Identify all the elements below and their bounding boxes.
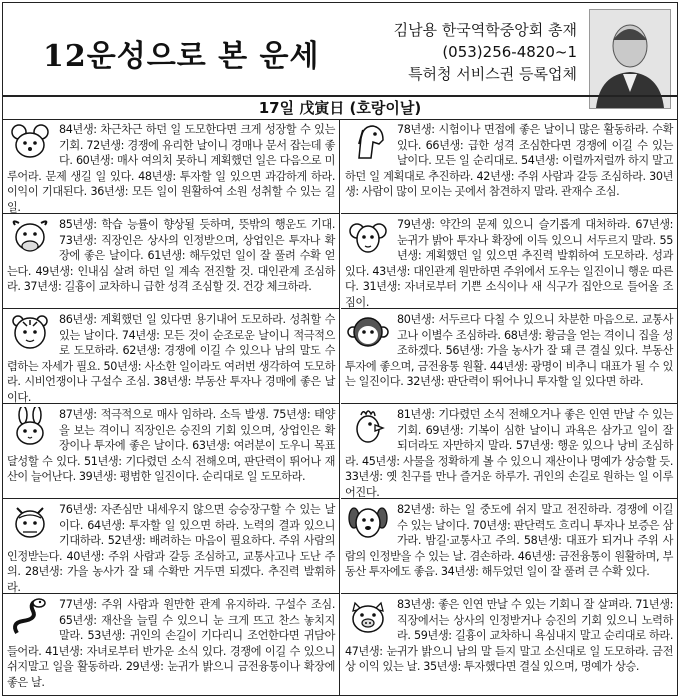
dragon-icon [7,502,53,542]
fortune-page [2,2,678,696]
rat-icon [7,122,53,162]
zodiac-cell-ox [3,214,339,309]
zodiac-cell-dog [341,499,677,594]
fortune-text: 85년생: 학습 능률이 향상될 듯하며, 뜻밖의 행운도 기대. 73년생: 직장인은 상사의 인정받으며, 상업인은 투자나 확장에 좋은 날이다. 61년생: 해두었던 일이 잘 풀려 수확 얻는다. 49년생: 인내심 살려 하던 일 계속 전진할 것. 대인관계 조심하라. 37년생: 길흉이 교차하니 급한 성격 조심할 것. 건강 체크하라. [7,218,335,294]
zodiac-cell-dragon [3,499,339,594]
zodiac-cell-rooster [341,404,677,499]
fortune-text: 80년생: 서두르다 다칠 수 있으니 차분한 마음으로. 교통사고나 이별수 조심하라. 68년생: 황금을 얻는 격이니 집을 성조하겠다. 56년생: 가을 농사가 잘 돼 큰 결실 있다. 부동산 투자에 좋으며, 금전융통 원활. 44년생: 광명이 비추니 대표가 될 수 있는 일진이다. 32년생: 판단력이 뛰어나니 투자할 일 있다면 하라. [345,313,673,389]
author-business: 특허청 서비스권 등록업체 [408,65,577,83]
dog-icon [345,502,391,542]
left-column [3,119,340,695]
header [3,3,677,91]
zodiac-cell-tiger [3,309,339,404]
fortune-text: 87년생: 적극적으로 매사 임하라. 소득 발생. 75년생: 태양을 보는 격이니 직장인은 승진의 기회 있으며, 상업인은 확장이나 투자에 좋은 날이다. 63년생: 여러분이 도우니 목표 달성할 수 있다. 51년생: 기다렸던 소식 전해오며, 판단력이 뛰어나 재산이 늘어난다. 39년생: 평범한 일진이다. 순리대로 일 도모하라. [7,408,335,484]
monkey-icon [345,312,391,352]
author-phone: (053)256-4820~1 [442,43,577,61]
snake-icon [7,597,53,637]
pig-icon [345,597,391,637]
author-photo [589,9,671,109]
fortune-text: 76년생: 자존심만 내세우지 않으면 승승장구할 수 있는 날이다. 64년생: 투자할 일 있으면 하라. 노력의 결과 있으니 기대하라. 52년생: 배려하는 마음이 필요하다. 주위 사람의 인정받는다. 40년생: 주위 사람과 갈등 조심하고, 교통사고나 도난 주의. 28년생: 가을 농사가 잘 돼 수확만 거두면 되겠다. 추진력 발휘하라. [7,503,335,594]
zodiac-cell-monkey [341,309,677,404]
fortune-text: 81년생: 기다렸던 소식 전해오거나 좋은 인연 만날 수 있는 기회. 69년생: 기복이 심한 날이니 과욕은 삼가고 일이 잘 되더라도 자만하지 말라. 57년생: 행운 있으나 낭비 조심하라. 45년생: 사물을 정확하게 볼 수 있으니 재산이나 명예가 상승할 듯. 33년생: 옛 친구를 만나 즐거운 하루가. 귀인의 손길로 원하는 일 이루어진다. [345,408,673,499]
fortune-text: 86년생: 계획했던 일 있다면 용기내어 도모하라. 성취할 수 있는 날이다. 74년생: 모든 것이 순조로운 날이니 적극적으로 도모하라. 62년생: 경쟁에 이길 수 있으나 남의 말도 수렴하는 자세가 필요. 50년생: 사소한 일이라도 여러번 생각하여 도모하라. 시비언쟁이나 구설수 조심. 38년생: 부동산 투자나 경매에 좋은 날이다. [7,313,335,404]
rabbit-icon [7,407,53,447]
zodiac-cell-pig [341,594,677,695]
author-name: 김남용 한국역학중앙회 총재 [393,21,577,39]
sheep-icon [345,217,391,257]
zodiac-cell-horse [341,119,677,214]
horse-icon [345,122,391,162]
author-info [394,19,577,85]
zodiac-cell-rabbit [3,404,339,499]
day-heading: 17일 戊寅日 (호랑이날) [3,95,677,120]
ox-icon [7,217,53,257]
zodiac-cell-sheep [341,214,677,309]
tiger-icon [7,312,53,352]
rooster-icon [345,407,391,447]
zodiac-cell-rat [3,119,339,214]
fortune-text: 77년생: 주위 사람과 원만한 관계 유지하라. 구설수 조심. 65년생: 재산을 늘릴 수 있으니 눈 크게 뜨고 찬스 놓치지 말라. 53년생: 귀인의 손길이 기다리니 조언한다면 귀담아 들어라. 41년생: 자녀로부터 반가운 소식 있다. 경쟁에 이길 수 있으니 쉬지말고 일을 활동하라. 29년생: 눈귀가 밝으니 금전융통이나 확장에 좋은 날. [7,598,335,689]
right-column [341,119,677,695]
page-title: 12운성으로 본 운세 [43,39,320,74]
fortune-text: 82년생: 하는 일 중도에 쉬지 말고 전진하라. 경쟁에 이길 수 있는 날이다. 70년생: 판단력도 흐리니 투자나 보증은 삼가라. 밤길·교통사고 주의. 58년생: 대표가 되거나 주위 사람의 인정받을 수 있는 날. 겸손하라. 46년생: 금전융통이 원활하며, 부동산 투자에도 좋음. 34년생: 해두었던 일이 잘 풀려 큰 수확 있다. [345,503,673,579]
fortune-text: 78년생: 시험이나 면접에 좋은 날이니 많은 활동하라. 수확 있다. 66년생: 급한 성격 조심한다면 경쟁에 이길 수 있는 날이다. 모든 일 순리대로. 54년생: 이럴까저럴까 하지 말고 하던 일 계획대로 추진하라. 42년생: 주위 사람과 갈등 조심하라. 30년생: 사람이 많이 모이는 곳에서 참견하지 말라. 관재수 조심. [345,123,673,199]
fortune-text: 84년생: 차근차근 하던 일 도모한다면 크게 성장할 수 있는 기회. 72년생: 경쟁에 유리한 날이니 경매나 문서 잡는데 좋다. 60년생: 매사 여의치 못하니 계획했던 일은 다음으로 미루어라. 문제 생길 일 있다. 48년생: 투자할 일 있으면 과감하게 하라. 이익이 기대된다. 36년생: 모든 일이 원활하여 소원 성취할 수 있는 길일. [7,123,335,214]
zodiac-grid [3,119,677,695]
fortune-text: 79년생: 약간의 문제 있으니 슬기롭게 대처하라. 67년생: 눈귀가 밝아 투자나 확장에 이득 있으니 서두르지 말라. 55년생: 계획했던 일 있으면 추진력 발휘하여 도모하라. 성과 있다. 43년생: 대인관계 원만하면 주위에서 도우는 일진이니 행운 따른다. 31년생: 자녀로부터 기쁜 소식이나 새 식구가 집안으로 들어올 조짐이. [345,218,673,309]
fortune-text: 83년생: 좋은 인연 만날 수 있는 기회니 잘 살펴라. 71년생: 직장에서는 상사의 인정받거나 승진의 기회 있으니 노력하라. 59년생: 길흉이 교차하니 욕심내지 말고 순리대로 하라. 47년생: 눈귀가 밝으니 남의 말 듣지 말고 소신대로 일 도모하라. 금전상 이익 있는 날. 35년생: 투자했다면 결실 있으며, 명예가 상승. [345,598,673,674]
zodiac-cell-snake [3,594,339,695]
